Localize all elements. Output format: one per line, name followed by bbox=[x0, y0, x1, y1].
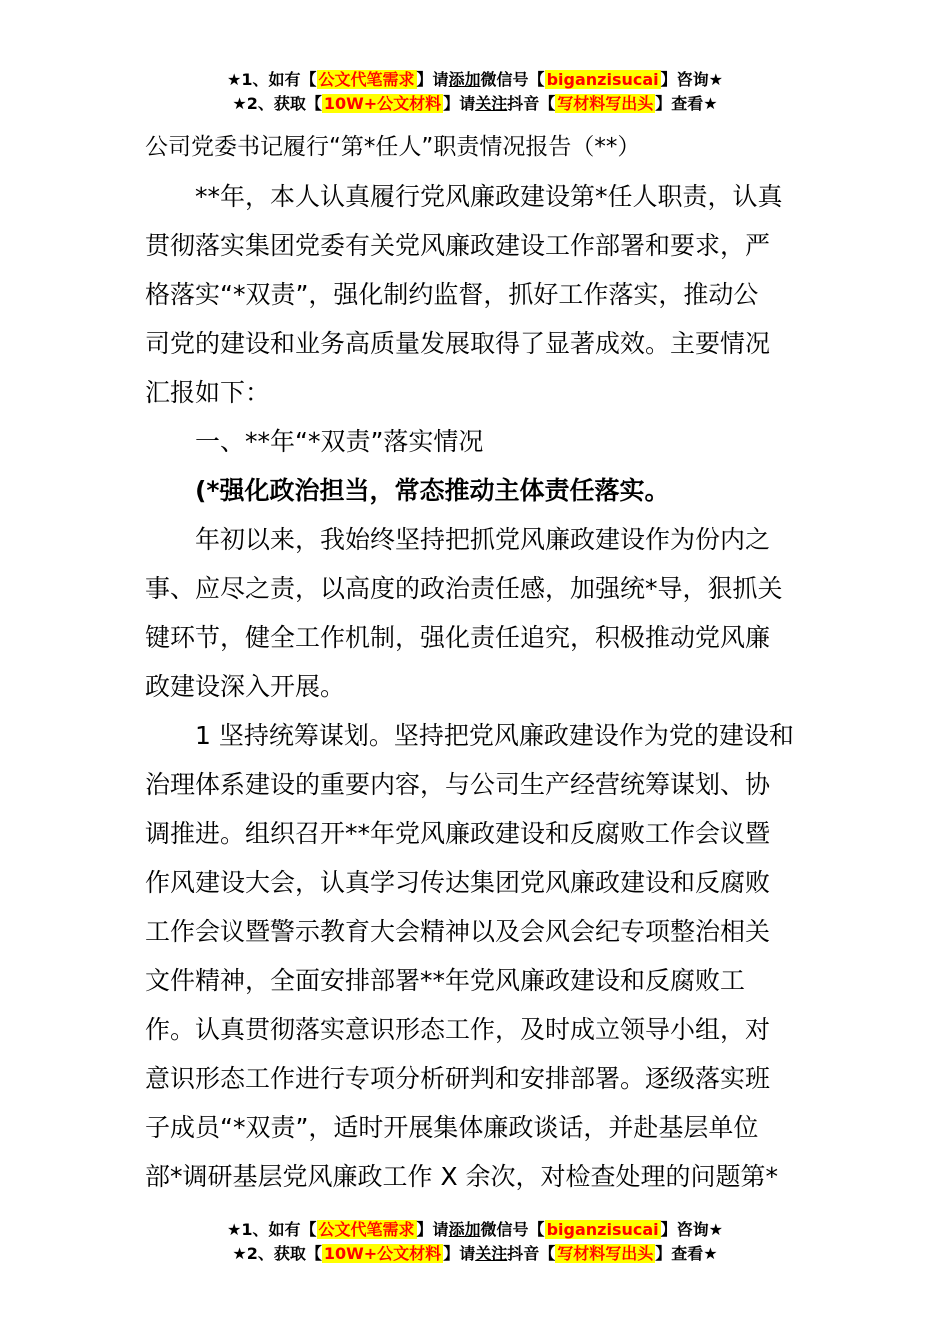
doc-line: 作。认真贯彻落实意识形态工作，及时成立领导小组，对 bbox=[145, 1015, 771, 1044]
doc-line: 事、应尽之责，以高度的政治责任感，加强统*导，狠抓关 bbox=[145, 574, 783, 603]
doc-line: 司党的建设和业务高质量发展取得了显著成效。主要情况 bbox=[145, 329, 771, 358]
subsection-heading: (*强化政治担当，常态推动主体责任落实。 bbox=[145, 476, 670, 505]
promo-line-1: ★1、如有【 公文代笔需求 】请添加微信号【 biganzisucai 】咨询★ bbox=[227, 70, 723, 89]
doc-line: 文件精神，全面安排部署**年党风廉政建设和反腐败工 bbox=[145, 966, 746, 995]
section-heading: 一、**年“*双责”落实情况 bbox=[145, 427, 484, 456]
promo-line-2: ★2、获取【 10W+公文材料 】请关注抖音【 写材料写出头 】查看★ bbox=[232, 1244, 718, 1263]
doc-title: 公司党委书记履行“第*任人”职责情况报告（**） bbox=[145, 134, 641, 160]
doc-line: 格落实“*双责”，强化制约监督，抓好工作落实，推动公 bbox=[145, 280, 759, 309]
promo-header bbox=[0, 68, 950, 116]
promo-line-2: ★2、获取【 10W+公文材料 】请关注抖音【 写材料写出头 】查看★ bbox=[232, 94, 718, 113]
doc-line: 子成员“*双责”，适时开展集体廉政谈话，并赴基层单位 bbox=[145, 1113, 759, 1142]
doc-line: 治理体系建设的重要内容，与公司生产经营统筹谋划、协 bbox=[145, 770, 771, 799]
document-body bbox=[145, 123, 810, 1201]
promo-footer bbox=[0, 1218, 950, 1266]
doc-line: 工作会议暨警示教育大会精神以及会风会纪专项整治相关 bbox=[145, 917, 771, 946]
promo-line-1: ★1、如有【 公文代笔需求 】请添加微信号【 biganzisucai 】咨询★ bbox=[227, 1220, 723, 1239]
doc-line: 意识形态工作进行专项分析研判和安排部署。逐级落实班 bbox=[145, 1064, 771, 1093]
doc-line: 1 坚持统筹谋划。坚持把党风廉政建设作为党的建设和 bbox=[145, 721, 794, 750]
doc-line: 部*调研基层党风廉政工作 X 余次，对检查处理的问题第* bbox=[145, 1162, 779, 1191]
doc-line: 汇报如下： bbox=[145, 378, 271, 407]
doc-line: 作风建设大会，认真学习传达集团党风廉政建设和反腐败 bbox=[145, 868, 771, 897]
doc-line: 调推进。组织召开**年党风廉政建设和反腐败工作会议暨 bbox=[145, 819, 771, 848]
doc-line: 年初以来，我始终坚持把抓党风廉政建设作为份内之 bbox=[145, 525, 771, 554]
doc-line: 政建设深入开展。 bbox=[145, 672, 346, 701]
doc-line: 键环节，健全工作机制，强化责任追究，积极推动党风廉 bbox=[145, 623, 771, 652]
doc-line: 贯彻落实集团党委有关党风廉政建设工作部署和要求，严 bbox=[145, 231, 771, 260]
doc-line: **年，本人认真履行党风廉政建设第*任人职责，认真 bbox=[145, 182, 783, 211]
